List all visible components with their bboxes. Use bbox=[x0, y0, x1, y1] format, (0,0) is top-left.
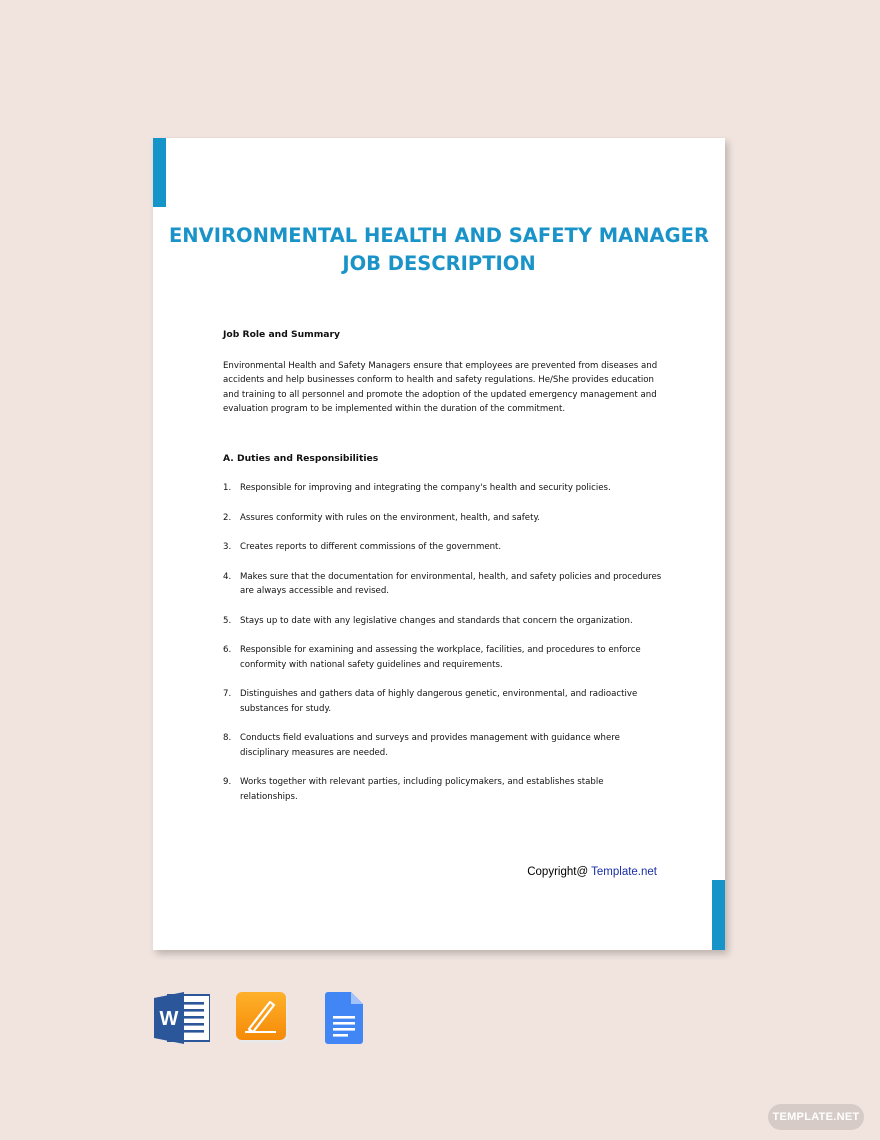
duty-number: 6. bbox=[223, 645, 232, 655]
document-title: ENVIRONMENTAL HEALTH AND SAFETY MANAGER JOB DESCRIPTION bbox=[168, 224, 709, 275]
duty-item bbox=[223, 687, 663, 716]
svg-text:W: W bbox=[159, 1008, 179, 1030]
job-role-heading: Job Role and Summary bbox=[223, 329, 341, 340]
duty-item bbox=[223, 614, 663, 629]
format-icons bbox=[154, 992, 399, 1044]
duty-item bbox=[223, 775, 663, 804]
google-docs-icon[interactable] bbox=[317, 992, 373, 1044]
duty-text: Responsible for examining and assessing the workplace, facilities, and procedures to enforce conformity with national safety guidelines and requirements. bbox=[240, 645, 641, 670]
duty-text: Works together with relevant parties, including policymakers, and establishes stable relationships. bbox=[240, 777, 604, 802]
job-summary: Environmental Health and Safety Managers ensure that employees are prevented from diseases and accidents and help businesses conform to health and safety regulations. He/She provides education and training to all personnel and promote the adoption of the updated emergency management and evaluation program to be implemented within the duration of the commitment. bbox=[223, 360, 658, 414]
duty-number: 8. bbox=[223, 733, 232, 743]
duty-text: Assures conformity with rules on the environment, health, and safety. bbox=[240, 512, 541, 523]
duty-text: Creates reports to different commissions of the government. bbox=[240, 542, 502, 552]
duty-text: Conducts field evaluations and surveys and provides management with guidance where disciplinary measures are needed. bbox=[240, 733, 620, 758]
duty-item bbox=[223, 731, 663, 760]
accent-bar-bottom bbox=[712, 880, 725, 950]
duty-text: Responsible for improving and integrating the company's health and security policies. bbox=[240, 483, 611, 493]
duty-item bbox=[223, 540, 663, 555]
duty-item bbox=[223, 570, 663, 599]
copyright-link[interactable]: Template.net bbox=[591, 866, 657, 878]
duties-heading: A. Duties and Responsibilities bbox=[223, 452, 379, 464]
duty-number: 2. bbox=[223, 512, 232, 523]
document-page bbox=[153, 138, 725, 950]
copyright-label: Copyright@ bbox=[527, 866, 589, 878]
pages-icon[interactable] bbox=[236, 992, 292, 1044]
duty-number: 3. bbox=[223, 542, 232, 552]
duties-list bbox=[223, 481, 663, 804]
duty-item bbox=[223, 511, 663, 526]
duty-item bbox=[223, 481, 663, 496]
accent-bar-top bbox=[153, 138, 166, 207]
duty-item bbox=[223, 643, 663, 672]
duty-number: 4. bbox=[223, 571, 232, 582]
copyright-line bbox=[527, 866, 657, 878]
word-icon[interactable] bbox=[154, 992, 210, 1044]
duty-number: 5. bbox=[223, 615, 232, 626]
duty-number: 7. bbox=[223, 689, 232, 699]
duty-number: 9. bbox=[223, 777, 232, 787]
template-net-badge[interactable]: TEMPLATE.NET bbox=[768, 1104, 864, 1130]
duty-number: 1. bbox=[223, 483, 232, 493]
duty-text: Makes sure that the documentation for environmental, health, and safety policies and procedures are always accessible and revised. bbox=[240, 571, 662, 596]
document-body bbox=[223, 328, 663, 819]
duty-text: Distinguishes and gathers data of highly dangerous genetic, environmental, and radioactive substances for study. bbox=[240, 689, 638, 714]
duty-text: Stays up to date with any legislative changes and standards that concern the organization. bbox=[240, 615, 633, 626]
